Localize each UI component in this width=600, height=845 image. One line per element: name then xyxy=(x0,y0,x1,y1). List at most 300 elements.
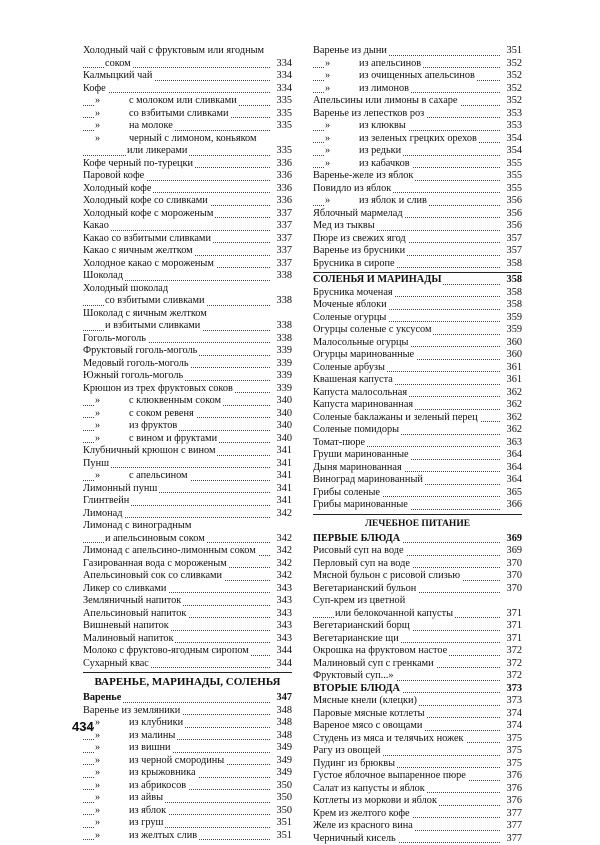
toc-entry-title xyxy=(95,755,226,768)
toc-entry xyxy=(313,499,522,512)
toc-entry-text: Квашеная капуста xyxy=(313,374,393,385)
toc-entry-title xyxy=(83,233,213,246)
toc-entry-page: 364 xyxy=(505,474,522,487)
toc-entry-title xyxy=(83,633,175,646)
toc-entry-page: 355 xyxy=(505,158,522,171)
toc-entry-text: Мясной бульон с рисовой слизью xyxy=(313,570,460,581)
toc-entry-text: из клубники xyxy=(129,717,183,728)
toc-entry-text: Кофе xyxy=(83,83,106,94)
toc-entry-text: Пудинг из брюквы xyxy=(313,758,395,769)
toc-entry-text: Вегетарианские щи xyxy=(313,633,399,644)
ditto-mark: » xyxy=(95,792,129,805)
toc-entry-text: Желе из красного вина xyxy=(313,820,413,831)
toc-entry-page: 341 xyxy=(275,495,292,508)
toc-entry-text: Мед из тыквы xyxy=(313,220,375,231)
toc-entry-page: 349 xyxy=(275,755,292,768)
toc-entry-title xyxy=(313,287,395,300)
toc-entry-page: 338 xyxy=(275,320,292,333)
toc-entry-page: 372 xyxy=(505,670,522,683)
toc-entry xyxy=(83,495,292,508)
toc-entry-title xyxy=(313,424,401,437)
toc-entry-page: 369 xyxy=(505,545,522,558)
toc-entry-title xyxy=(83,583,168,596)
toc-entry-text: Моченые яблоки xyxy=(313,299,387,310)
toc-entry-text: Ликер со сливками xyxy=(83,583,166,594)
toc-entry-text: Холодный кофе с мороженым xyxy=(83,208,213,219)
ditto-mark: » xyxy=(325,58,359,71)
toc-entry-title xyxy=(83,370,185,383)
toc-entry-title xyxy=(83,183,153,196)
toc-entry-title xyxy=(95,470,190,483)
toc-entry-page: 348 xyxy=(275,705,292,718)
toc-entry-page: 349 xyxy=(275,742,292,755)
toc-entry xyxy=(83,730,292,743)
toc-entry-text: с апельсином xyxy=(129,470,188,481)
toc-entry-text: Густое яблочное выпаренное пюре xyxy=(313,770,466,781)
toc-entry xyxy=(83,755,292,768)
toc-entry xyxy=(313,258,522,271)
right-entries-2 xyxy=(313,287,522,512)
toc-entry xyxy=(83,408,292,421)
toc-entry-text: с молоком или сливками xyxy=(129,95,237,106)
divider xyxy=(83,672,292,673)
toc-entry-page: 355 xyxy=(505,183,522,196)
right-entries-1 xyxy=(313,45,522,270)
toc-entry xyxy=(313,720,522,733)
toc-entry-page: 358 xyxy=(505,299,522,312)
toc-entry-title xyxy=(83,383,235,396)
toc-entry-page: 353 xyxy=(505,120,522,133)
toc-entry-page: 336 xyxy=(275,195,292,208)
toc-entry-text: Дыня маринованная xyxy=(313,462,402,473)
toc-entry xyxy=(83,483,292,496)
toc-entry-page: 335 xyxy=(275,95,292,108)
toc-entry-text: Соленые арбузы xyxy=(313,362,385,373)
toc-entry-text: с клюквенным соком xyxy=(129,395,221,406)
toc-entry-page: 342 xyxy=(275,558,292,571)
toc-entry-title xyxy=(313,337,410,350)
toc-entry-title xyxy=(83,508,124,521)
toc-entry-title xyxy=(95,433,219,446)
toc-entry-text: Черничный кисель xyxy=(313,833,396,844)
subsection-pervye-blyuda: ПЕРВЫЕ БЛЮДА 369 xyxy=(313,533,522,546)
toc-entry-title xyxy=(83,358,191,371)
toc-entry-page: 338 xyxy=(275,333,292,346)
toc-entry-title xyxy=(95,830,199,843)
ditto-mark: » xyxy=(95,730,129,743)
toc-entry xyxy=(313,312,522,325)
toc-entry-page: 352 xyxy=(505,83,522,96)
toc-entry-text: Соленые помидоры xyxy=(313,424,399,435)
toc-entry-page: 352 xyxy=(505,58,522,71)
toc-entry xyxy=(313,120,522,133)
ditto-mark: » xyxy=(325,145,359,158)
toc-entry xyxy=(83,308,292,321)
toc-entry-page: 377 xyxy=(505,833,522,845)
left-entries-1 xyxy=(83,45,292,670)
toc-entry-title xyxy=(95,133,259,146)
toc-entry-title xyxy=(313,324,433,337)
toc-entry-page: 371 xyxy=(505,620,522,633)
toc-entry-page: 356 xyxy=(505,195,522,208)
toc-entry-title xyxy=(95,792,165,805)
toc-entry-text: Холодный кофе со сливками xyxy=(83,195,208,206)
toc-entry-page: 342 xyxy=(275,570,292,583)
toc-entry-page: 337 xyxy=(275,245,292,258)
toc-entry-page: 370 xyxy=(505,570,522,583)
toc-entry xyxy=(83,358,292,371)
toc-entry-title xyxy=(83,283,170,296)
toc-entry xyxy=(83,395,292,408)
toc-entry-page: 351 xyxy=(275,817,292,830)
toc-entry xyxy=(313,233,522,246)
toc-entry-text: Пюре из свежих ягод xyxy=(313,233,406,244)
right-column xyxy=(313,45,522,845)
toc-entry-page: 337 xyxy=(275,220,292,233)
toc-entry xyxy=(313,399,522,412)
toc-entry-page: 341 xyxy=(275,458,292,471)
toc-entry xyxy=(313,745,522,758)
toc-entry-title xyxy=(95,767,198,780)
ditto-mark: » xyxy=(95,408,129,421)
toc-entry xyxy=(83,608,292,621)
toc-entry-text: Апельсиновый сок со сливками xyxy=(83,570,222,581)
toc-entry xyxy=(313,620,522,633)
toc-entry-title xyxy=(313,770,468,783)
toc-entry-page: 351 xyxy=(505,45,522,58)
toc-entry-title xyxy=(313,808,412,821)
toc-entry-text: Сухарный квас xyxy=(83,658,149,669)
toc-entry-title xyxy=(83,83,108,96)
toc-entry-page: 372 xyxy=(505,645,522,658)
toc-entry-page: 336 xyxy=(275,158,292,171)
toc-entry-title xyxy=(313,399,415,412)
toc-entry-page: 356 xyxy=(505,220,522,233)
toc-entry xyxy=(313,795,522,808)
toc-entry-title xyxy=(313,545,406,558)
toc-entry xyxy=(83,283,292,296)
toc-entry-page: 339 xyxy=(275,345,292,358)
toc-entry xyxy=(313,558,522,571)
toc-entry-title xyxy=(83,558,229,571)
toc-entry-title xyxy=(313,645,449,658)
toc-entry-page: 364 xyxy=(505,449,522,462)
toc-entry-page: 334 xyxy=(275,83,292,96)
toc-entry xyxy=(83,145,292,158)
toc-entry-page: 363 xyxy=(505,437,522,450)
toc-entry-text: из очищенных апельсинов xyxy=(359,70,475,81)
toc-entry-text: Грибы соленые xyxy=(313,487,380,498)
ditto-mark: » xyxy=(95,120,129,133)
toc-entry-title xyxy=(313,487,382,500)
ditto-mark: » xyxy=(325,120,359,133)
section-title-lechebnoe-pitanie: ЛЕЧЕБНОЕ ПИТАНИЕ xyxy=(313,516,522,533)
toc-entry-text: Холодное какао с мороженым xyxy=(83,258,214,269)
toc-entry-text: Холодный кофе xyxy=(83,183,151,194)
toc-entry-page: 341 xyxy=(275,470,292,483)
toc-entry xyxy=(83,508,292,521)
toc-entry-page: 348 xyxy=(275,730,292,743)
toc-entry-title xyxy=(83,170,146,183)
toc-entry-page: 340 xyxy=(275,408,292,421)
toc-entry xyxy=(313,833,522,845)
toc-entry-page: 342 xyxy=(275,545,292,558)
toc-entry-text: из апельсинов xyxy=(359,58,421,69)
toc-entry-title xyxy=(83,45,266,58)
toc-entry-title xyxy=(313,795,439,808)
toc-entry-title xyxy=(313,245,407,258)
toc-entry-text: Капуста малосольная xyxy=(313,387,407,398)
toc-entry-text: Гоголь-моголь xyxy=(83,333,146,344)
toc-entry xyxy=(313,374,522,387)
right-entries-3 xyxy=(313,545,522,683)
ditto-mark: » xyxy=(95,780,129,793)
toc-entry-text: Варенье из брусники xyxy=(313,245,405,256)
toc-entry-page: 338 xyxy=(275,270,292,283)
toc-entry xyxy=(83,717,292,730)
toc-entry xyxy=(313,770,522,783)
toc-entry-title xyxy=(83,608,188,621)
toc-entry-page: 362 xyxy=(505,412,522,425)
toc-entry xyxy=(83,45,292,58)
toc-entry-title xyxy=(83,158,195,171)
toc-entry-page: 362 xyxy=(505,424,522,437)
toc-entry-title xyxy=(313,220,377,233)
toc-entry-page: 336 xyxy=(275,170,292,183)
right-entries-4 xyxy=(313,695,522,845)
toc-entry xyxy=(83,58,292,71)
toc-entry xyxy=(83,520,292,533)
toc-entry xyxy=(313,108,522,121)
toc-entry-page: 350 xyxy=(275,792,292,805)
toc-entry-text: из малины xyxy=(129,730,175,741)
toc-entry xyxy=(313,45,522,58)
toc-entry xyxy=(83,545,292,558)
toc-entry-text: из айвы xyxy=(129,792,163,803)
toc-entry-page: 361 xyxy=(505,374,522,387)
toc-entry-title xyxy=(95,420,179,433)
toc-entry-title xyxy=(313,733,466,746)
toc-entry-title xyxy=(325,133,479,146)
toc-entry xyxy=(83,333,292,346)
toc-entry-title xyxy=(83,595,183,608)
toc-entry-page: 370 xyxy=(505,583,522,596)
toc-entry-text: Перловый суп на воде xyxy=(313,558,410,569)
toc-entry xyxy=(313,362,522,375)
toc-entry-text: Варенье из лепестков роз xyxy=(313,108,424,119)
toc-entry-page: 339 xyxy=(275,383,292,396)
toc-entry xyxy=(313,324,522,337)
toc-entry-title xyxy=(313,720,424,733)
toc-entry-title xyxy=(313,745,383,758)
toc-entry-title xyxy=(313,633,401,646)
toc-entry-text: из черной смородины xyxy=(129,755,224,766)
toc-entry xyxy=(313,545,522,558)
toc-entry-title xyxy=(313,108,426,121)
toc-entry-text: Газированная вода с мороженым xyxy=(83,558,227,569)
toc-entry xyxy=(83,558,292,571)
toc-entry-page: 371 xyxy=(505,633,522,646)
toc-entry-text: Томат-пюре xyxy=(313,437,365,448)
divider xyxy=(313,514,522,515)
toc-entry-title xyxy=(95,742,172,755)
ditto-mark: » xyxy=(325,70,359,83)
toc-entry-text: из яблок xyxy=(129,805,166,816)
toc-entry xyxy=(313,133,522,146)
toc-entry xyxy=(313,820,522,833)
toc-entry-page: 339 xyxy=(275,370,292,383)
toc-entry-text: Огурцы маринованные xyxy=(313,349,414,360)
toc-entry xyxy=(313,195,522,208)
toc-entry xyxy=(313,733,522,746)
toc-entry-title xyxy=(313,670,396,683)
toc-entry-title xyxy=(325,145,403,158)
toc-entry-text: Малосольные огурцы xyxy=(313,337,408,348)
toc-entry xyxy=(83,583,292,596)
toc-entry-title xyxy=(95,108,231,121)
toc-entry-text: из редьки xyxy=(359,145,401,156)
toc-entry xyxy=(83,120,292,133)
ditto-mark: » xyxy=(325,195,359,208)
toc-entry-text: Яблочный мармелад xyxy=(313,208,403,219)
ditto-mark: » xyxy=(95,717,129,730)
toc-entry-text: Салат из капусты и яблок xyxy=(313,783,425,794)
toc-entry-page: 350 xyxy=(275,780,292,793)
toc-entry-title xyxy=(313,45,389,58)
toc-entry-page: 343 xyxy=(275,620,292,633)
toc-entry-page: 357 xyxy=(505,245,522,258)
toc-entry-page: 351 xyxy=(275,830,292,843)
toc-entry xyxy=(313,595,522,608)
toc-entry-page: 354 xyxy=(505,145,522,158)
toc-entry-title xyxy=(313,387,409,400)
toc-entry-title xyxy=(83,458,111,471)
toc-entry-title xyxy=(313,233,408,246)
toc-entry-page: 340 xyxy=(275,433,292,446)
toc-entry-text: Какао с яичным желтком xyxy=(83,245,193,256)
toc-entry xyxy=(313,808,522,821)
toc-entry-title xyxy=(83,70,154,83)
toc-entry-text: со взбитыми сливками xyxy=(129,108,229,119)
toc-entry-title xyxy=(83,245,195,258)
toc-entry-text: Рагу из овощей xyxy=(313,745,381,756)
ditto-mark: » xyxy=(325,158,359,171)
toc-entry-text: и взбитыми сливками xyxy=(105,320,200,331)
toc-entry xyxy=(313,83,522,96)
toc-entry xyxy=(83,258,292,271)
left-entries-2 xyxy=(83,705,292,843)
toc-entry-page: 374 xyxy=(505,708,522,721)
toc-entry-text: соком xyxy=(105,58,131,69)
toc-entry-text: Молоко с фруктово-ягодным сиропом xyxy=(83,645,249,656)
toc-entry xyxy=(313,583,522,596)
toc-entry-title xyxy=(95,395,223,408)
toc-entry xyxy=(83,780,292,793)
toc-entry xyxy=(83,742,292,755)
ditto-mark: » xyxy=(95,817,129,830)
toc-entry-page: 337 xyxy=(275,233,292,246)
toc-entry-text: Капуста маринованная xyxy=(313,399,413,410)
toc-entry-page: 335 xyxy=(275,145,292,158)
toc-entry-page: 371 xyxy=(505,608,522,621)
toc-entry-title xyxy=(95,805,168,818)
toc-entry-text: и апельсиновым соком xyxy=(105,533,205,544)
toc-entry-text: Шоколад с яичным желтком xyxy=(83,308,207,319)
toc-entry-page: 377 xyxy=(505,808,522,821)
toc-entry-title xyxy=(313,183,393,196)
toc-entry-title xyxy=(83,333,148,346)
toc-entry-text: или белокочанной капусты xyxy=(335,608,453,619)
toc-entry-text: со взбитыми сливками xyxy=(105,295,205,306)
toc-entry-text: из кабачков xyxy=(359,158,410,169)
toc-entry xyxy=(313,183,522,196)
toc-entry-page: 337 xyxy=(275,208,292,221)
toc-entry xyxy=(83,658,292,671)
toc-entry-title xyxy=(95,95,239,108)
toc-entry xyxy=(83,645,292,658)
toc-entry-page: 354 xyxy=(505,133,522,146)
toc-entry-text: Рисовый суп на воде xyxy=(313,545,404,556)
toc-entry-title xyxy=(95,408,196,421)
toc-entry-title xyxy=(313,449,411,462)
toc-entry-page: 352 xyxy=(505,95,522,108)
toc-entry-page: 343 xyxy=(275,633,292,646)
toc-entry-page: 356 xyxy=(505,208,522,221)
toc-entry xyxy=(83,295,292,308)
toc-entry-text: Южный гоголь-моголь xyxy=(83,370,183,381)
toc-entry-text: из груш xyxy=(129,817,163,828)
toc-entry-text: Крем из желтого кофе xyxy=(313,808,410,819)
toc-entry xyxy=(83,70,292,83)
toc-entry-title xyxy=(95,780,188,793)
toc-entry-title xyxy=(313,658,436,671)
toc-entry-text: Соленые огурцы xyxy=(313,312,386,323)
ditto-mark: » xyxy=(95,755,129,768)
toc-entry-page: 337 xyxy=(275,258,292,271)
toc-entry-text: Вареное мясо с овощами xyxy=(313,720,422,731)
ditto-mark: » xyxy=(95,767,129,780)
toc-entry-title xyxy=(83,658,151,671)
ditto-mark: » xyxy=(95,420,129,433)
toc-entry-title xyxy=(83,645,251,658)
toc-entry-title xyxy=(313,349,416,362)
toc-entry-text: черный с лимоном, коньяком xyxy=(129,133,257,144)
toc-entry xyxy=(83,458,292,471)
toc-entry-page: 373 xyxy=(505,695,522,708)
toc-entry-text: Лимонный пунш xyxy=(83,483,157,494)
toc-entry-page: 375 xyxy=(505,745,522,758)
toc-entry-text: Шоколад xyxy=(83,270,123,281)
toc-entry xyxy=(83,470,292,483)
toc-entry-text: из фруктов xyxy=(129,420,177,431)
toc-entry xyxy=(83,792,292,805)
toc-entry-text: Огурцы соленые с уксусом xyxy=(313,324,431,335)
toc-entry-page: 342 xyxy=(275,533,292,546)
toc-entry-text: Брусника в сиропе xyxy=(313,258,395,269)
toc-entry xyxy=(83,320,292,333)
toc-entry-title xyxy=(313,362,387,375)
toc-entry-page: 361 xyxy=(505,362,522,375)
toc-entry xyxy=(83,133,292,146)
ditto-mark: » xyxy=(95,108,129,121)
toc-entry xyxy=(313,287,522,300)
toc-entry-text: из лимонов xyxy=(359,83,409,94)
ditto-mark: » xyxy=(325,133,359,146)
toc-entry xyxy=(313,783,522,796)
toc-entry-title xyxy=(313,462,404,475)
toc-entry xyxy=(83,633,292,646)
toc-entry-title xyxy=(95,120,175,133)
